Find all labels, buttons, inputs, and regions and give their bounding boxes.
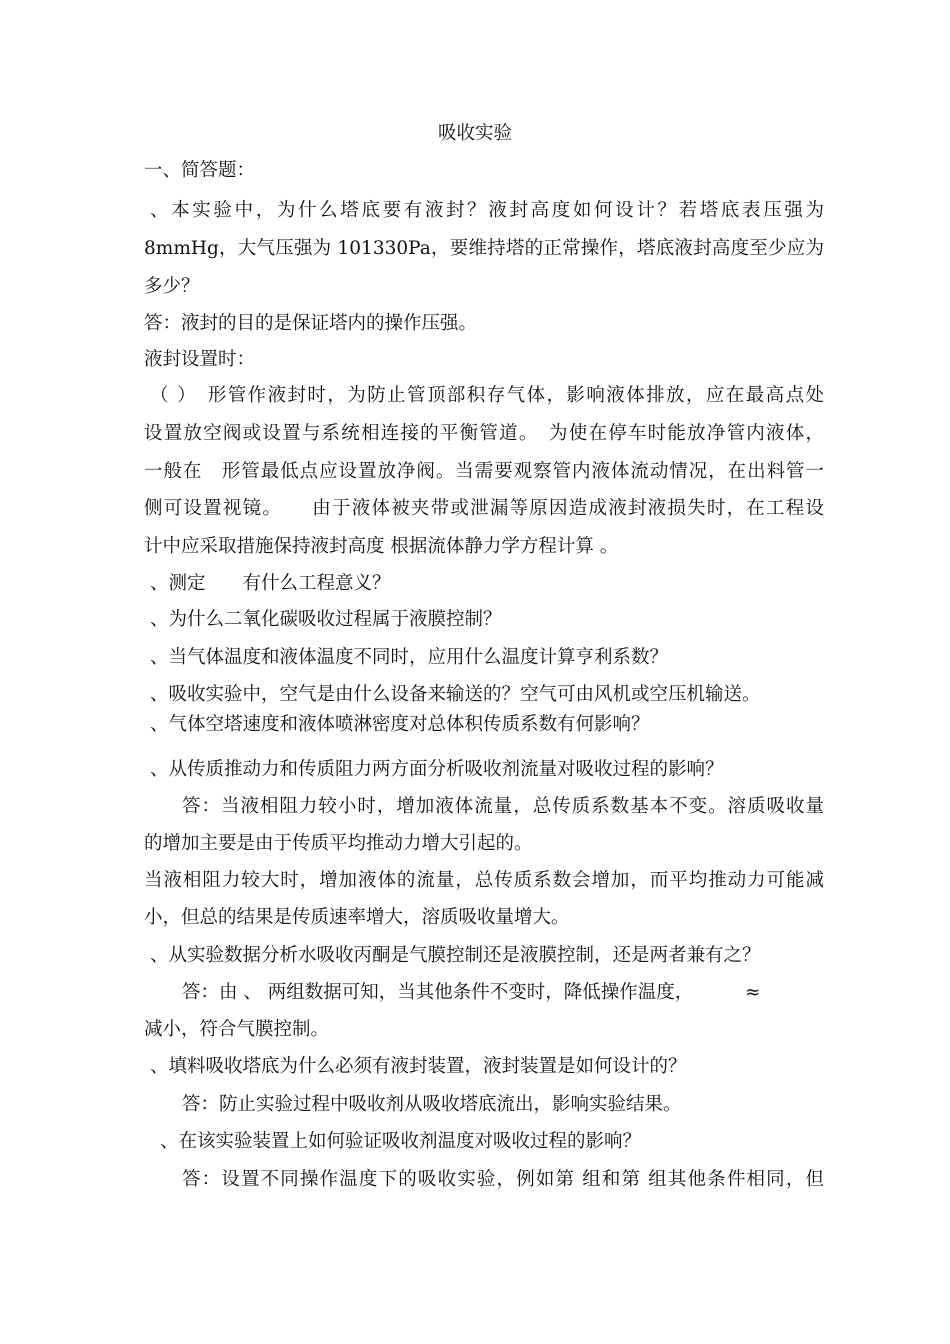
answer-line: 答：由 、 两组数据可知，当其他条件不变时，降低操作温度， (182, 982, 694, 1003)
answer-line: 的增加主要是由于传质平均推动力增大引起的。 (144, 833, 533, 854)
answer-line: 答：防止实验过程中吸收剂从吸收塔底流出，影响实验结果。 (182, 1094, 682, 1115)
question-line: 、当气体温度和液体温度不同时，应用什么温度计算亨利系数？ (150, 647, 669, 668)
question-line: 、本实验中，为什么塔底要有液封？液封高度如何设计？若塔底表压强为 (150, 200, 824, 221)
question-line: 、在该实验装置上如何验证吸收剂温度对吸收过程的影响？ (160, 1131, 642, 1152)
answer-line: 液封设置时： (144, 349, 256, 370)
page-title: 吸收实验 (437, 123, 512, 144)
answer-line: 设置放空阀或设置与系统相连接的平衡管道。 为使在停车时能放净管内液体， (144, 423, 824, 444)
answer-line: 小，但总的结果是传质速率增大，溶质吸收量增大。 (144, 907, 570, 928)
section-heading: 一、简答题： (144, 160, 256, 181)
question-line: 、测定 有什么工程意义？ (150, 573, 391, 594)
answer-line: 侧可设置视镜。 由于液体被夹带或泄漏等原因造成液封液损失时，在工程设 (144, 498, 824, 519)
answer-line: 减小，符合气膜控制。 (144, 1019, 330, 1040)
approx-symbol: ≈ (745, 982, 761, 1003)
question-line: 、填料吸收塔底为什么必须有液封装置，液封装置是如何设计的？ (150, 1056, 687, 1077)
question-line: 、从实验数据分析水吸收丙酮是气膜控制还是液膜控制，还是两者兼有之？ (150, 945, 761, 966)
question-line: 、吸收实验中，空气是由什么设备来输送的？空气可由风机或空压机输送。 (150, 684, 761, 705)
answer-line: 答：液封的目的是保证塔内的操作压强。 (144, 313, 478, 334)
question-line: 、为什么二氧化碳吸收过程属于液膜控制？ (150, 609, 502, 630)
answer-line: 计中应采取措施保持液封高度 根据流体静力学方程计算 。 (144, 536, 619, 557)
answer-line: 当液相阻力较大时，增加液体的流量，总传质系数会增加，而平均推动力可能减 (144, 870, 824, 891)
answer-line: 答：设置不同操作温度下的吸收实验，例如第 组和第 组其他条件相同，但 (182, 1169, 824, 1190)
question-line: 多少？ (144, 276, 200, 297)
answer-line: （ ） 形管作液封时，为防止管顶部积存气体，影响液体排放，应在最高点处 (150, 385, 824, 406)
answer-line: 一般在 形管最低点应设置放净阀。当需要观察管内液体流动情况，在出料管一 (144, 461, 824, 482)
question-line: 、从传质推动力和传质阻力两方面分析吸收剂流量对吸收过程的影响？ (150, 759, 724, 780)
answer-line: 答：当液相阻力较小时，增加液体流量，总传质系数基本不变。溶质吸收量 (182, 796, 824, 817)
question-line: 、气体空塔速度和液体喷淋密度对总体积传质系数有何影响？ (150, 714, 650, 735)
question-line: 8mmHg，大气压强为 101330Pa，要维持塔的正常操作，塔底液封高度至少应为 (144, 238, 824, 259)
